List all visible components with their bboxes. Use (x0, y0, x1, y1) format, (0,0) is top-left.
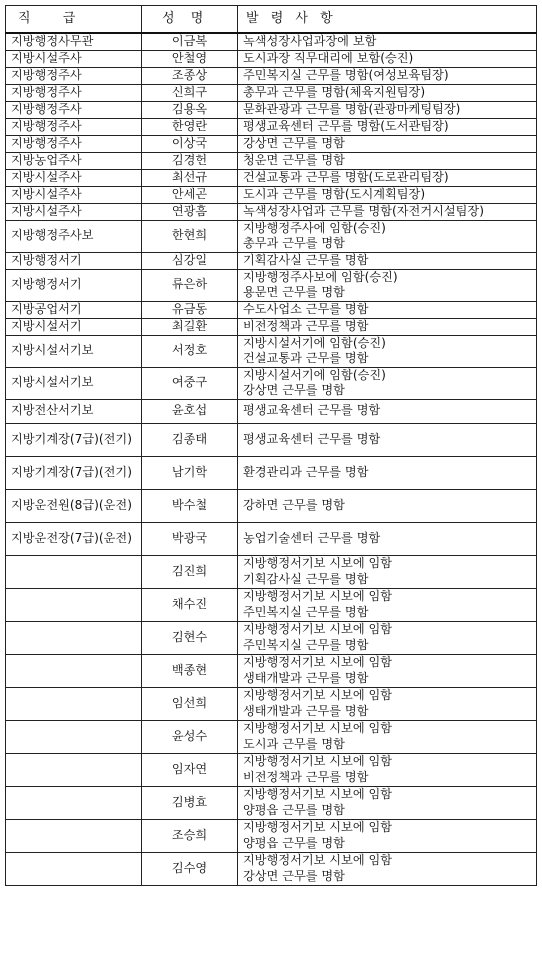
name-cell: 안철영 (142, 50, 238, 67)
name-cell: 김병효 (142, 786, 238, 819)
order-line: 강상면 근무를 명함 (243, 383, 345, 397)
rank-cell (6, 588, 142, 621)
order-line: 지방행정서기보 시보에 임함 (243, 820, 393, 835)
rank-cell: 지방행정주사보 (6, 220, 142, 252)
rank-cell: 지방행정주사 (6, 84, 142, 101)
table-body (6, 33, 537, 885)
name-cell: 김현수 (142, 621, 238, 654)
order-line: 도시과 근무를 명함(도시계획팀장) (243, 186, 426, 201)
order-cell (238, 301, 537, 318)
order-cell (238, 819, 537, 852)
rank-cell (6, 852, 142, 885)
table-row (6, 33, 537, 50)
rank-cell (6, 753, 142, 786)
order-line: 총무과 근무를 명함 (243, 236, 345, 250)
order-line: 양평읍 근무를 명함 (243, 835, 345, 850)
table-row (6, 301, 537, 318)
order-line: 도시과장 직무대리에 보함(승진) (243, 50, 414, 65)
order-line: 녹색성장사업과장에 보함 (243, 34, 377, 49)
rank-cell: 지방시설주사 (6, 50, 142, 67)
table-row (6, 399, 537, 423)
table-row (6, 852, 537, 885)
table-row (6, 252, 537, 269)
name-cell: 조승희 (142, 819, 238, 852)
name-cell: 김종태 (142, 423, 238, 456)
name-cell: 한영란 (142, 118, 238, 135)
table-row (6, 786, 537, 819)
order-cell (238, 169, 537, 186)
table-row (6, 720, 537, 753)
order-cell (238, 489, 537, 522)
order-line: 건설교통과 근무를 명함 (243, 351, 369, 365)
name-cell: 이금복 (142, 33, 238, 50)
order-line: 생태개발과 근무를 명함 (243, 670, 369, 685)
order-line: 건설교통과 근무를 명함(도로관리팀장) (243, 169, 449, 184)
name-cell: 연광흠 (142, 203, 238, 220)
order-line: 지방행정서기보 시보에 임함 (243, 556, 393, 571)
table-row (6, 819, 537, 852)
order-line: 용문면 근무를 명함 (243, 285, 345, 299)
order-line: 지방행정서기보 시보에 임함 (243, 655, 393, 670)
table-row (6, 186, 537, 203)
order-line: 지방행정서기보 시보에 임함 (243, 754, 393, 769)
order-line: 지방시설서기에 임함(승진) (243, 335, 386, 350)
name-cell: 한현희 (142, 220, 238, 252)
rank-cell: 지방시설서기보 (6, 335, 142, 367)
order-line: 비전정책과 근무를 명함 (243, 769, 369, 784)
order-line: 평생교육센터 근무를 명함(도서관팀장) (243, 118, 449, 133)
table-row (6, 203, 537, 220)
name-cell: 김진희 (142, 555, 238, 588)
rank-cell: 지방시설주사 (6, 169, 142, 186)
name-cell: 최길환 (142, 318, 238, 335)
table-row (6, 169, 537, 186)
name-cell: 임선희 (142, 687, 238, 720)
name-cell: 윤호섭 (142, 399, 238, 423)
rank-cell (6, 687, 142, 720)
order-cell (238, 555, 537, 588)
order-cell (238, 367, 537, 399)
rank-cell: 지방기계장(7급)(전기) (6, 456, 142, 489)
order-line: 강하면 근무를 명함 (243, 497, 345, 512)
name-cell: 유금동 (142, 301, 238, 318)
personnel-order-sheet (5, 5, 536, 886)
order-line: 지방행정주사에 임함(승진) (243, 220, 386, 235)
table-row (6, 67, 537, 84)
order-cell (238, 118, 537, 135)
order-cell (238, 687, 537, 720)
order-cell (238, 318, 537, 335)
header-rank: 직 급 (6, 6, 142, 34)
order-cell (238, 67, 537, 84)
name-cell: 조종상 (142, 67, 238, 84)
order-line: 비전정책과 근무를 명함 (243, 318, 369, 333)
header-order: 발 령 사 항 (238, 6, 537, 34)
rank-cell: 지방시설주사 (6, 203, 142, 220)
name-cell: 서정호 (142, 335, 238, 367)
rank-cell: 지방공업서기 (6, 301, 142, 318)
table-header-row (6, 6, 537, 34)
rank-cell: 지방운전원(8급)(운전) (6, 489, 142, 522)
rank-cell: 지방운전장(7급)(운전) (6, 522, 142, 555)
order-line: 평생교육센터 근무를 명함 (243, 403, 381, 418)
table-row (6, 522, 537, 555)
order-cell (238, 335, 537, 367)
order-line: 주민복지실 근무를 명함(여성보육팀장) (243, 67, 449, 82)
table-row (6, 101, 537, 118)
order-line: 양평읍 근무를 명함 (243, 802, 345, 817)
rank-cell: 지방행정사무관 (6, 33, 142, 50)
order-line: 주민복지실 근무를 명함 (243, 604, 369, 619)
order-cell (238, 720, 537, 753)
order-line: 강상면 근무를 명함 (243, 868, 345, 883)
order-line: 지방행정서기보 시보에 임함 (243, 688, 393, 703)
order-line: 강상면 근무를 명함 (243, 135, 345, 150)
order-line: 총무과 근무를 명함(체육지원팀장) (243, 84, 426, 99)
name-cell: 백종현 (142, 654, 238, 687)
order-line: 청운면 근무를 명함 (243, 152, 345, 167)
name-cell: 임자연 (142, 753, 238, 786)
table-row (6, 588, 537, 621)
order-line: 기획감사실 근무를 명함 (243, 571, 369, 586)
order-line: 환경관리과 근무를 명함 (243, 464, 369, 479)
name-cell: 채수진 (142, 588, 238, 621)
order-cell (238, 269, 537, 301)
order-line: 주민복지실 근무를 명함 (243, 637, 369, 652)
order-line: 지방행정서기보 시보에 임함 (243, 721, 393, 736)
name-cell: 김경헌 (142, 152, 238, 169)
table-row (6, 135, 537, 152)
rank-cell: 지방행정주사 (6, 67, 142, 84)
header-name: 성 명 (142, 6, 238, 34)
table-row (6, 687, 537, 720)
order-cell (238, 152, 537, 169)
rank-cell: 지방시설주사 (6, 186, 142, 203)
order-cell (238, 786, 537, 819)
rank-cell: 지방시설서기보 (6, 367, 142, 399)
rank-cell: 지방전산서기보 (6, 399, 142, 423)
rank-cell (6, 621, 142, 654)
rank-cell (6, 720, 142, 753)
rank-cell: 지방시설서기 (6, 318, 142, 335)
order-line: 지방행정서기보 시보에 임함 (243, 622, 393, 637)
rank-cell: 지방행정주사 (6, 118, 142, 135)
order-line: 도시과 근무를 명함 (243, 736, 345, 751)
order-cell (238, 203, 537, 220)
order-cell (238, 33, 537, 50)
name-cell: 신희구 (142, 84, 238, 101)
name-cell: 박광국 (142, 522, 238, 555)
table-row (6, 555, 537, 588)
name-cell: 윤성수 (142, 720, 238, 753)
rank-cell: 지방농업주사 (6, 152, 142, 169)
table-row (6, 152, 537, 169)
name-cell: 김수영 (142, 852, 238, 885)
table-row (6, 50, 537, 67)
order-line: 지방행정서기보 시보에 임함 (243, 589, 393, 604)
name-cell: 남기학 (142, 456, 238, 489)
order-cell (238, 50, 537, 67)
order-line: 녹색성장사업과 근무를 명함(자전거시설팀장) (243, 203, 484, 218)
name-cell: 류은하 (142, 269, 238, 301)
rank-cell: 지방행정주사 (6, 101, 142, 118)
order-line: 농업기술센터 근무를 명함 (243, 530, 381, 545)
table-row (6, 423, 537, 456)
order-line: 지방행정서기보 시보에 임함 (243, 853, 393, 868)
rank-cell (6, 555, 142, 588)
order-line: 평생교육센터 근무를 명함 (243, 431, 381, 446)
order-cell (238, 456, 537, 489)
order-cell (238, 399, 537, 423)
table-row (6, 335, 537, 367)
rank-cell: 지방기계장(7급)(전기) (6, 423, 142, 456)
order-cell (238, 101, 537, 118)
name-cell: 이상국 (142, 135, 238, 152)
rank-cell: 지방행정서기 (6, 252, 142, 269)
order-line: 지방행정서기보 시보에 임함 (243, 787, 393, 802)
name-cell: 최선규 (142, 169, 238, 186)
table-row (6, 621, 537, 654)
rank-cell (6, 819, 142, 852)
rank-cell: 지방행정서기 (6, 269, 142, 301)
order-cell (238, 588, 537, 621)
name-cell: 심강일 (142, 252, 238, 269)
table-row (6, 753, 537, 786)
table-row (6, 654, 537, 687)
table-row (6, 489, 537, 522)
rank-cell: 지방행정주사 (6, 135, 142, 152)
order-line: 지방행정주사보에 임함(승진) (243, 269, 398, 284)
name-cell: 안세곤 (142, 186, 238, 203)
table-row (6, 118, 537, 135)
order-line: 생태개발과 근무를 명함 (243, 703, 369, 718)
table-row (6, 84, 537, 101)
order-line: 문화관광과 근무를 명함(관광마케팅팀장) (243, 101, 461, 116)
order-cell (238, 852, 537, 885)
rank-cell (6, 654, 142, 687)
order-cell (238, 654, 537, 687)
table-row (6, 456, 537, 489)
order-cell (238, 252, 537, 269)
name-cell: 박수철 (142, 489, 238, 522)
table-row (6, 269, 537, 301)
order-cell (238, 135, 537, 152)
order-cell (238, 423, 537, 456)
order-cell (238, 753, 537, 786)
order-line: 지방시설서기에 임함(승진) (243, 367, 386, 382)
table-row (6, 220, 537, 252)
order-line: 기획감사실 근무를 명함 (243, 252, 369, 267)
order-cell (238, 84, 537, 101)
table-row (6, 367, 537, 399)
order-cell (238, 186, 537, 203)
order-cell (238, 621, 537, 654)
rank-cell (6, 786, 142, 819)
name-cell: 김용옥 (142, 101, 238, 118)
order-cell (238, 220, 537, 252)
table-row (6, 318, 537, 335)
order-cell (238, 522, 537, 555)
personnel-table (5, 5, 537, 886)
order-line: 수도사업소 근무를 명함 (243, 301, 369, 316)
name-cell: 여중구 (142, 367, 238, 399)
